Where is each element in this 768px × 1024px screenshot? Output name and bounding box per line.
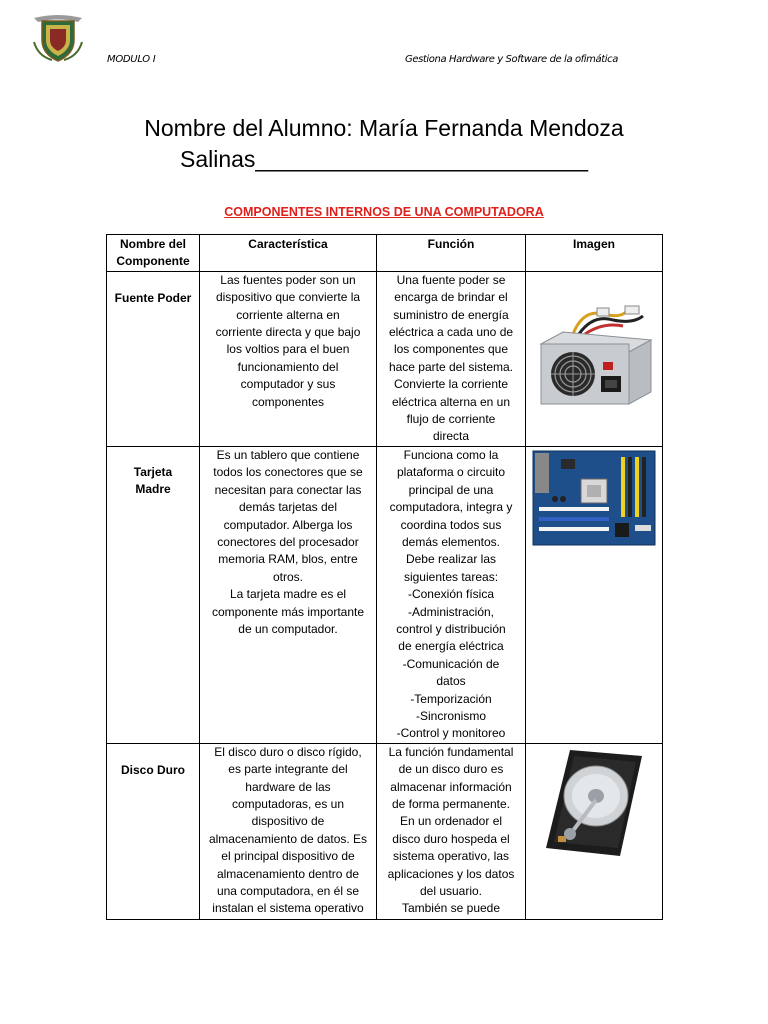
text-line: -Control y monitoreo bbox=[396, 726, 506, 741]
text-line: flujo de corriente bbox=[406, 412, 496, 427]
text-line: hardware de las bbox=[245, 779, 331, 794]
component-image-cell bbox=[526, 743, 663, 919]
component-feature bbox=[200, 743, 377, 919]
text-line: componente más importante bbox=[211, 604, 365, 619]
text-line: instalan el sistema operativo bbox=[212, 901, 364, 916]
text-line: dispositivo que convierte la bbox=[215, 290, 361, 305]
text-line: Una fuente poder se bbox=[396, 272, 506, 287]
text-line: plataforma o circuito bbox=[396, 465, 506, 480]
text-line: La función fundamental bbox=[388, 744, 514, 759]
component-feature bbox=[200, 446, 377, 743]
text-line: El disco duro o disco rígido, bbox=[214, 744, 362, 759]
text-line: coordina todos sus bbox=[400, 517, 502, 532]
text-line: hace parte del sistema. bbox=[388, 359, 514, 374]
header-function: Función bbox=[377, 235, 526, 272]
title-line-2: Salinas__________________________ bbox=[179, 146, 588, 172]
text-line: sistema operativo, las bbox=[392, 849, 510, 864]
text-line: de energía eléctrica bbox=[398, 639, 504, 654]
component-function bbox=[377, 446, 526, 743]
header-feature: Característica bbox=[200, 235, 377, 272]
text-line: del usuario. bbox=[419, 884, 483, 899]
component-name: Disco Duro bbox=[107, 743, 200, 919]
student-name-title bbox=[0, 113, 768, 175]
text-line: corriente alterna en bbox=[236, 307, 340, 322]
text-line: componentes bbox=[251, 394, 325, 409]
text-line: Debe realizar las bbox=[405, 552, 497, 567]
text-line: otros. bbox=[272, 569, 303, 584]
component-name: Tarjeta Madre bbox=[107, 446, 200, 743]
text-line: datos bbox=[436, 674, 466, 689]
text-line: almacenamiento de datos. Es bbox=[208, 831, 368, 846]
text-line: -Sincronismo bbox=[415, 708, 487, 723]
text-line: principal de una bbox=[408, 482, 494, 497]
header-component-name: Nombre del Componente bbox=[107, 235, 200, 272]
hard-disk-image bbox=[544, 748, 644, 858]
text-line: Convierte la corriente bbox=[393, 377, 509, 392]
text-line: es parte integrante del bbox=[228, 762, 348, 777]
title-line-1: Nombre del Alumno: María Fernanda Mendoza bbox=[144, 115, 624, 141]
text-line: almacenamiento dentro de bbox=[216, 866, 360, 881]
text-line: -Administración, bbox=[407, 604, 495, 619]
text-line: computadora, integra y bbox=[389, 500, 513, 515]
component-image-cell bbox=[526, 271, 663, 446]
text-line: demás tarjetas del bbox=[238, 500, 338, 515]
text-line: funcionamiento del bbox=[237, 359, 339, 374]
text-line: computador y sus bbox=[240, 377, 336, 392]
text-line: necesitan para conectar las bbox=[214, 482, 362, 497]
text-line: conectores del procesador bbox=[217, 534, 359, 549]
text-line: memoria RAM, blos, entre bbox=[218, 552, 358, 567]
school-crest-logo bbox=[30, 12, 86, 64]
text-line: computador. Alberga los bbox=[223, 517, 353, 532]
component-function bbox=[377, 743, 526, 919]
text-line: -Conexión física bbox=[407, 587, 495, 602]
text-line: -Temporización bbox=[410, 691, 492, 706]
text-line: corriente directa y que bajo bbox=[215, 325, 361, 340]
text-line: los componentes que bbox=[393, 342, 509, 357]
text-line: También se puede bbox=[401, 901, 501, 916]
component-feature bbox=[200, 271, 377, 446]
text-line: de un computador. bbox=[238, 621, 338, 636]
components-table bbox=[106, 234, 663, 920]
text-line: -Comunicación de bbox=[402, 656, 500, 671]
text-line: La tarjeta madre es el bbox=[229, 587, 347, 602]
text-line: todos los conectores que se bbox=[213, 465, 363, 480]
text-line: de un disco duro es bbox=[398, 762, 504, 777]
text-line: aplicaciones y los datos bbox=[387, 866, 515, 881]
text-line: almacenar información bbox=[390, 779, 512, 794]
text-line: eléctrica a cada uno de bbox=[388, 325, 514, 340]
course-label: Gestiona Hardware y Software de la ofimática bbox=[405, 54, 618, 65]
module-label: MODULO I bbox=[107, 54, 156, 65]
motherboard-image bbox=[531, 449, 657, 547]
table-header-row bbox=[107, 235, 663, 272]
text-line: En un ordenador el bbox=[399, 814, 503, 829]
text-line: computadoras, es un bbox=[231, 797, 345, 811]
text-line: directa bbox=[432, 429, 470, 444]
table-row bbox=[107, 271, 663, 446]
table-row bbox=[107, 446, 663, 743]
power-supply-image bbox=[533, 304, 655, 414]
text-line: el principal dispositivo de bbox=[221, 849, 355, 864]
component-function bbox=[377, 271, 526, 446]
text-line: los voltios para el buen bbox=[226, 342, 350, 357]
text-line: demás elementos. bbox=[401, 534, 501, 549]
header-image: Imagen bbox=[526, 235, 663, 272]
text-line: de forma permanente. bbox=[391, 797, 511, 811]
text-line: control y distribución bbox=[396, 621, 506, 636]
section-subtitle: COMPONENTES INTERNOS DE UNA COMPUTADORA bbox=[224, 205, 544, 219]
text-line: siguientes tareas: bbox=[403, 569, 499, 584]
text-line: una computadora, en él se bbox=[216, 884, 360, 899]
text-line: suministro de energía bbox=[393, 307, 509, 322]
text-line: Funciona como la bbox=[403, 447, 499, 462]
text-line: disco duro hospeda el bbox=[392, 831, 510, 846]
text-line: Las fuentes poder son un bbox=[220, 272, 356, 287]
text-line: eléctrica alterna en un bbox=[391, 394, 511, 409]
text-line: encarga de brindar el bbox=[394, 290, 508, 305]
text-line: dispositivo de bbox=[251, 814, 325, 829]
component-name: Fuente Poder bbox=[107, 271, 200, 446]
text-line: Es un tablero que contiene bbox=[216, 447, 360, 462]
component-image-cell bbox=[526, 446, 663, 743]
table-row bbox=[107, 743, 663, 919]
